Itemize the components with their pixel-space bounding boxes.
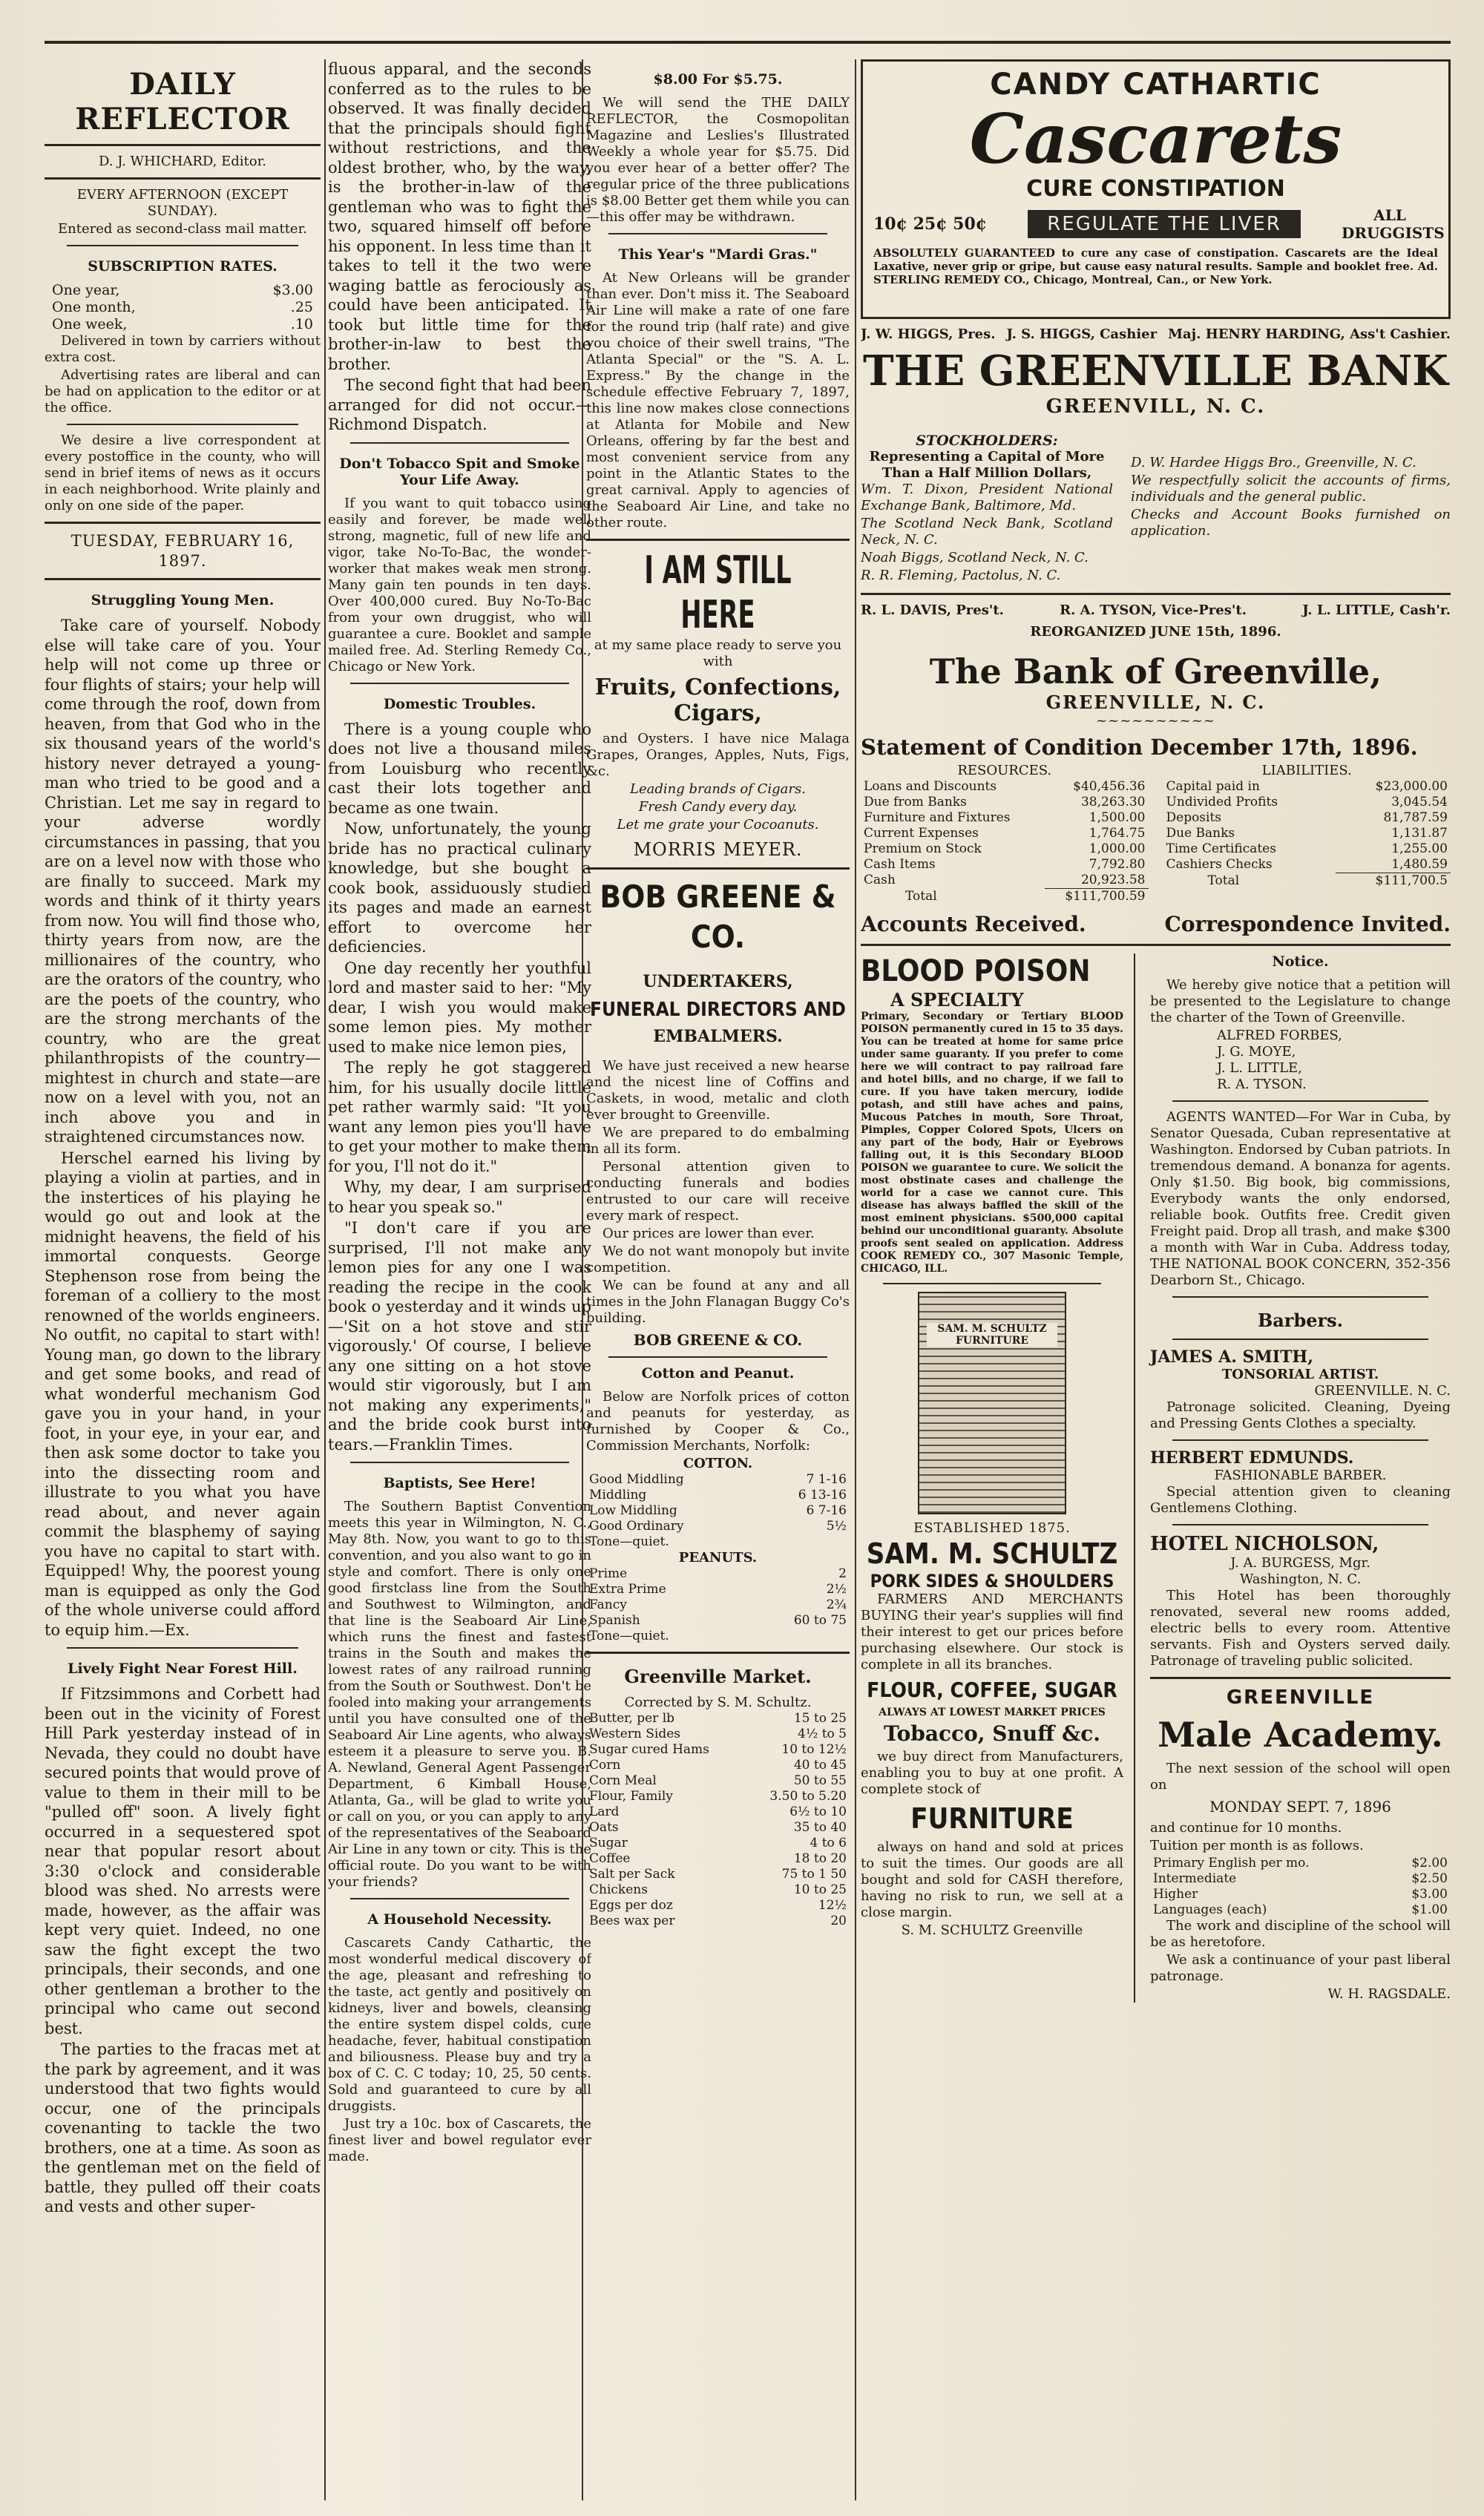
stock-sub: Representing a Capital of More Than a Half Million Dollars, [869, 449, 1105, 481]
divider [586, 539, 850, 541]
divider [1172, 1296, 1428, 1298]
table-row: Cash 20,923.58 [864, 873, 1146, 888]
table-row: Cashiers Checks 1,480.59 [1166, 857, 1448, 873]
divider [586, 867, 850, 870]
divider [350, 442, 569, 444]
ad-text: REGULATE THE LIVER [1028, 210, 1301, 238]
table-row: Oats 35 to 40 [589, 1820, 847, 1835]
divider [67, 245, 298, 246]
liabilities-table [1163, 779, 1451, 889]
divider [586, 1652, 850, 1654]
column-rule [855, 59, 856, 2500]
divider [1172, 1524, 1428, 1525]
article-paragraph: If Fitzsimmons and Corbett had been out in the vicinity of Forest Hill Park yesterday instead of in Nevada, they could no doubt have secured points that would prove of value to them in their mill to be "pulled off" soon. A lively fight occurred in a sequestered spot near that popular resort about 3:30 o'clock and considerable blood was shed. No arrests were made, however, as the affair was kept very quiet. Indeed, no one saw the fight except the two principals, their seconds, and one other gentleman a brother to the principal who came out second best. [45, 1685, 321, 2037]
table-row: Coffee 18 to 20 [589, 1851, 847, 1866]
bank-city: GREENVILLE, N. C. [1045, 692, 1266, 713]
article-paragraph: "I don't care if you are surprised, I'll not make any lemon pies for any one I was reading the recipe in the cook book o yesterday and it winds up—'Sit on a hot stove and stir vigorously.' Of course, I believe any one sitting on a hot stove would stir vigorously, but I am not making any experiments," and the bride cook burst into tears.—Franklin Times. [328, 1219, 591, 1454]
divider [883, 1283, 1101, 1284]
table-row: Premium on Stock 1,000.00 [864, 841, 1146, 856]
ad-text: always on hand and sold at prices to suit the times. Our goods are all bought and sold for CASH therefore, having no risk to run, we sell at a close margin. [861, 1839, 1123, 1920]
stock-item: Wm. T. Dixon, President National Exchange Bank, Baltimore, Md. [861, 482, 1113, 513]
rate-row: One month, .25 [52, 299, 313, 315]
bank-of-greenville-ad [861, 602, 1451, 936]
top-rule [45, 41, 1451, 44]
bank-footer: Accounts Received. Correspondence Invited. [861, 912, 1451, 936]
table-row: Languages (each) $1.00 [1153, 1902, 1448, 1917]
table-row: Good Middling 7 1-16 [589, 1472, 847, 1487]
stock-item: D. W. Hardee Higgs Bro., Greenville, N. C. [1131, 455, 1416, 470]
bank-stock-left [861, 433, 1113, 585]
ad-text: ALWAYS AT LOWEST MARKET PRICES [879, 1707, 1106, 1718]
notice-names: ALFRED FORBES, J. G. MOYE, J. L. LITTLE, R. A. TYSON. [1217, 1028, 1342, 1092]
bank-name: THE GREENVILLE BANK [863, 346, 1448, 395]
editor-line: D. J. WHICHARD, Editor. [99, 154, 266, 169]
bank-stock [861, 433, 1451, 585]
ad-headline: BLOOD POISON [861, 954, 1091, 988]
resources [861, 763, 1149, 904]
table-row: Western Sides 4½ to 5 [589, 1727, 847, 1741]
article-paragraph: Herschel earned his living by playing a violin at parties, and in the instertices of his playing he would go out and look at the midnight heavens, the field of his immortal conquests. George Stephenson rose from being the foreman of a colliery to the most renowned of the worlds engineers. No outfit, no capital to start with! Young man, go down to the library and get some books, and read of what wonderful mechanism God gave you in your hand, in your foot, in your eye, in your ear, and then ask some doctor to take you into the dissecting room and illustrate to you what you have read about, and never again commit the blasphemy of saying you have no capital to start with. Equipped! Why, the poorest young man is equipped as only the God of the whole universe could afford to equip him.—Ex. [45, 1149, 321, 1639]
divider [67, 1647, 298, 1649]
table-row: Extra Prime 2½ [589, 1582, 847, 1597]
article-title: Cotton and Peanut. [641, 1365, 795, 1382]
academy-name: Male Academy. [1158, 1715, 1443, 1755]
divider [1150, 1677, 1451, 1679]
resources-table [861, 779, 1149, 904]
academy-signature: W. H. RAGSDALE. [1327, 1986, 1451, 2002]
subscription-title: SUBSCRIPTION RATES. [88, 258, 278, 275]
article-paragraph: Just try a 10c. box of Cascarets, the finest liver and bowel regulator ever made. [328, 2116, 591, 2164]
article-paragraph: Take care of yourself. Nobody else will take care of you. Your help will not come up three or four flights of stairs; your help will come through the roof, down from heaven, from that God who in the six thousand years of the world's history never detrayed a young-man who tried to be good and a Christian. Let me say in regard to your adverse wordly circumstances in passing, that you are on a level now with those who are finally to succeed. Mark my words and think of it thirty years from now. You will find those who, thirty years from now, are the millionaires of the country, who are the orators of the country, who are the poets of the country, who are the strong merchants of the country, who are the great philanthropists of the country—mightest in church and state—are now on a level with you, not an inch above you and in straightened circumstances now. [45, 617, 321, 1146]
hotel-manager: J. A. BURGESS, Mgr. [1230, 1555, 1370, 1571]
divider [45, 177, 321, 180]
ad-subhead: PORK SIDES & SHOULDERS [870, 1571, 1114, 1592]
table-row: Loans and Discounts $40,456.36 [864, 779, 1146, 794]
notice-title: Notice. [1272, 953, 1329, 970]
article-title: Don't Tobacco Spit and Smoke Your Life Away. [339, 455, 580, 488]
barber-name: JAMES A. SMITH, [1150, 1347, 1313, 1367]
store-illustration [918, 1292, 1066, 1514]
ad-subhead: FLOUR, COFFEE, SUGAR [867, 1678, 1117, 1702]
table-row: Chickens 10 to 25 [589, 1882, 847, 1897]
divider [350, 683, 569, 684]
article-paragraph: Why, my dear, I am surprised to hear you speak so." [328, 1178, 591, 1216]
article-paragraph: fluous apparal, and the seconds conferred as to the rules to be observed. It was finally decided that the principals should fight without restrictions, and the oldest brother, who, by the way, is the brother-in-law of the gentleman who was to fight the two, squared himself off before his opponent. In less time than it takes to tell it the two were waging battle as ferociously as could have been anticipated. It took but little time for the brother-in-law to best the brother. [328, 60, 591, 373]
table-row: Bees wax per 20 [589, 1914, 847, 1928]
masthead: DAILY REFLECTOR [75, 67, 290, 137]
peanuts-table [586, 1566, 850, 1644]
ad-signature: S. M. SCHULTZ Greenville [901, 1922, 1083, 1938]
advertising-text: Advertising rates are liberal and can be had on application to the editor or at the office. [45, 367, 321, 415]
divider [350, 1462, 569, 1463]
table-row: Sugar cured Hams 10 to 12½ [589, 1742, 847, 1757]
column-1 [45, 59, 321, 2500]
ad-text: at my same place ready to serve you with [594, 637, 842, 669]
delivered-text: Delivered in town by carriers without extra cost. [45, 333, 321, 365]
ad-text: we buy direct from Manufacturers, enabling you to buy at one profit. A complete stock of [861, 1749, 1123, 1797]
divider [45, 522, 321, 524]
column-3 [586, 59, 850, 2500]
barber-text: Patronage solicited. Cleaning, Dyeing and Pressing Gents Clothes a specialty. [1150, 1399, 1451, 1431]
ad-subhead: EMBALMERS. [653, 1027, 783, 1046]
barber-title: TONSORIAL ARTIST. [1221, 1367, 1379, 1382]
academy-text: We ask a continuance of your past liberal patronage. [1150, 1952, 1451, 1984]
table-row: Tone—quiet. [589, 1629, 669, 1643]
article-title: Lively Fight Near Forest Hill. [68, 1661, 298, 1677]
agents-ad: AGENTS WANTED—For War in Cuba, by Senator Quesada, Cuban representative at Washington. Endorsed by Cuban patriots. In tremendous demand. A bonanza for agents. Only $1.50. Big book, big commissions, Everybody wants the only endorsed, reliable book. Outfits free. Credit given Freight paid. Drop all trash, and make $300 a month with War in Cuba. Address today, THE NATIONAL BOOK CONCERN, 352-356 Dearborn St., Chicago. [1150, 1109, 1451, 1288]
table-row: Higher $3.00 [1153, 1887, 1448, 1902]
bank-ledger [861, 763, 1451, 904]
ad-text: Personal attention given to conducting funerals and bodies entrusted to our care will receive every mark of respect. [586, 1159, 850, 1223]
table-row: Spanish 60 to 75 [589, 1613, 847, 1628]
table-row: Lard 6½ to 10 [589, 1804, 847, 1819]
bank-statement: Statement of Condition December 17th, 1896. [861, 735, 1418, 760]
ads-lower [861, 953, 1451, 2003]
table-heading: COTTON. [683, 1456, 753, 1471]
divider [45, 578, 321, 580]
table-row: Time Certificates 1,255.00 [1166, 841, 1448, 856]
article-paragraph: Below are Norfolk prices of cotton and peanuts for yesterday, as furnished by Cooper & Co., Commission Merchants, Norfolk: [586, 1389, 850, 1454]
ad-subhead: Tobacco, Snuff &c. [883, 1721, 1101, 1746]
table-row: Intermediate $2.50 [1153, 1871, 1448, 1886]
barber-smith [1150, 1347, 1451, 1432]
stock-item: R. R. Fleming, Pactolus, N. C. [861, 568, 1061, 583]
table-heading: PEANUTS. [678, 1550, 758, 1566]
table-row: Due Banks 1,131.87 [1166, 826, 1448, 841]
ad-headline: CANDY CATHARTIC [990, 68, 1322, 102]
ledger-head: RESOURCES. [957, 763, 1052, 778]
academy-text: The next session of the school will open on [1150, 1761, 1451, 1793]
article-paragraph: We will send the THE DAILY REFLECTOR, the Cosmopolitan Magazine and Leslies's Illustrated Weekly a whole year for $5.75. Did you ever hear of a better offer? The regular price of the three publications is $8.00 Better get them while you can—this offer may be withdrawn. [586, 95, 850, 225]
cascarets-band [873, 206, 1445, 242]
rates-list [45, 282, 321, 333]
table-row: Low Middling 6 7-16 [589, 1503, 847, 1518]
bank-reorganized: REORGANIZED JUNE 15th, 1896. [1030, 624, 1281, 640]
divider [1172, 1439, 1428, 1441]
liabilities [1163, 763, 1451, 904]
barber-title: FASHIONABLE BARBER. [1214, 1468, 1387, 1483]
ad-signature: BOB GREENE & CO. [633, 1331, 803, 1349]
divider [608, 1356, 827, 1358]
table-row: Middling 6 13-16 [589, 1488, 847, 1502]
table-row: Flour, Family 3.50 to 5.20 [589, 1789, 847, 1804]
stock-item: Noah Biggs, Scotland Neck, N. C. [861, 550, 1089, 565]
divider [1172, 1339, 1428, 1340]
divider [45, 144, 321, 146]
article-title: Struggling Young Men. [91, 592, 275, 608]
barber-edmunds [1150, 1448, 1451, 1517]
ornament: ~~~~~~~~~~ [1096, 713, 1215, 729]
entered-line: Entered as second-class mail matter. [58, 221, 307, 237]
barber-city: GREENVILLE. N. C. [1314, 1383, 1451, 1399]
bank-name: The Bank of Greenville, [929, 651, 1382, 692]
ad-subhead: FURNITURE [910, 1802, 1074, 1835]
ad-text: We are prepared to do embalming in all its form. [586, 1125, 850, 1157]
table-row: Undivided Profits 3,045.54 [1166, 795, 1448, 809]
table-row: Corn 40 to 45 [589, 1758, 847, 1773]
academy-text: and continue for 10 months. [1150, 1820, 1342, 1836]
table-row: Tone—quiet. [589, 1534, 669, 1549]
table-row: Good Ordinary 5½ [589, 1519, 847, 1534]
ads-lower-right [1150, 953, 1451, 2003]
table-row: Current Expenses 1,764.75 [864, 826, 1146, 841]
correspondent-text: We desire a live correspondent at every postoffice in the county, who will send in brief items of news as it occurs in each neighborhood. Write plainly and only on one side of the paper. [45, 433, 321, 513]
store-sign: SAM. M. SCHULTZ FURNITURE [927, 1323, 1057, 1347]
divider [861, 593, 1451, 595]
stock-title: STOCKHOLDERS: [916, 433, 1058, 449]
article-title: This Year's "Mardi Gras." [618, 246, 818, 263]
issue-date: TUESDAY, FEBRUARY 16, 1897. [70, 532, 295, 570]
article-title: Baptists, See Here! [383, 1475, 536, 1491]
rate-row: One year, $3.00 [52, 282, 313, 298]
table-row: Capital paid in $23,000.00 [1166, 779, 1448, 794]
bank-officers: R. L. DAVIS, Pres't. R. A. TYSON, Vice-Pres't. J. L. LITTLE, Cash'r. [861, 602, 1451, 618]
ad-headline: BOB GREENE & CO. [600, 878, 836, 955]
ad-text: Primary, Secondary or Tertiary BLOOD POISON permanently cured in 15 to 35 days. You can be treated at home for same price under same guaranty. If you prefer to come here we will contract to pay railroad fare and hotel bills, and no charge, if we fail to cure. If you have taken mercury, iodide potash, and still have aches and pains, Mucous Patches in mouth, Sore Throat, Pimples, Copper Colored Spots, Ulcers on any part of the body, Hair or Eyebrows falling out, it is this Secondary BLOOD POISON we guarantee to cure. We solicit the most obstinate cases and challenge the world for a case we cannot cure. This disease has always baffled the skill of the most eminent physicians. $500,000 capital behind our unconditional guaranty. Absolute proofs sent sealed on application. Address COOK REMEDY CO., 307 Masonic Temple, CHICAGO, ILL. [861, 1011, 1123, 1275]
blood-poison-ad [861, 953, 1123, 1275]
table-row: Sugar 4 to 6 [589, 1836, 847, 1850]
tuition-table [1150, 1856, 1451, 1918]
table-row: Cash Items 7,792.80 [864, 857, 1146, 872]
bank-stock-right [1131, 433, 1451, 585]
article-paragraph: Cascarets Candy Cathartic, the most wonderful medical discovery of the age, pleasant and refreshing to the taste, act gently and positively on kidneys, liver and bowels, cleansing the entire system dispel colds, cure headache, fever, habitual constipation and biliousness. Please buy and try a box of C. C. C today; 10, 25, 50 cents. Sold and guaranteed to cure by all druggists. [328, 1935, 591, 2114]
divider [861, 944, 1451, 946]
ad-subhead: FUNERAL DIRECTORS AND [590, 999, 846, 1021]
table-row: Total $111,700.5 [1163, 873, 1451, 890]
article-paragraph: The reply he got staggered him, for his usually docile little pet rather warmly said: "It you want any lemon pies you'll have to get your mother to make them for you, I'll not do it." [328, 1059, 591, 1175]
article-paragraph: Now, unfortunately, the young bride has no practical culinary knowledge, but she bought a cook book, assiduously studied its pages and made an earnest effort to overcome her deficiencies. [328, 820, 591, 956]
hotel-ad [1150, 1533, 1451, 1669]
divider [350, 1898, 569, 1899]
table-row: Primary English per mo. $2.00 [1153, 1856, 1448, 1870]
ad-text: We have just received a new hearse and the nicest line of Coffins and Caskets, in wood, metalic and cloth ever brought to Greenville. [586, 1058, 850, 1123]
table-row: Due from Banks 38,263.30 [864, 795, 1146, 809]
article-paragraph: There is a young couple who does not live a thousand miles from Louisburg who recently cast their lots together and became as one twain. [328, 720, 591, 817]
market-table [586, 1711, 850, 1929]
ads-lower-left [861, 953, 1135, 2003]
ad-text: ABSOLUTELY GUARANTEED to cure any case of constipation. Cascarets are the Ideal Laxative, never grip or gripe, but cause easy natural results. Sample and booklet free. Ad. STERLING REMEDY CO., Chicago, Montreal, Can., or New York. [873, 246, 1438, 286]
divider [67, 424, 298, 425]
ledger-head: LIABILITIES. [1261, 763, 1352, 778]
stock-item: The Scotland Neck Bank, Scotland Neck, N. C. [861, 516, 1113, 548]
table-row: Deposits 81,787.59 [1166, 810, 1448, 825]
ad-text: and Oysters. I have nice Malaga Grapes, Oranges, Apples, Nuts, Figs, &c. [586, 731, 850, 779]
stock-item: We respectfully solicit the accounts of firms, individuals and the general public. [1131, 473, 1451, 505]
column-rule [324, 59, 326, 2500]
barber-name: HERBERT EDMUNDS. [1150, 1448, 1354, 1468]
rate-row: One week, .10 [52, 316, 313, 332]
table-row: Fancy 2¾ [589, 1597, 847, 1612]
table-row: Total $111,700.59 [861, 889, 1149, 905]
ad-text: Leading brands of Cigars. [630, 781, 806, 797]
table-row: Corn Meal 50 to 55 [589, 1773, 847, 1788]
article-paragraph: The second fight that had been arranged for did not occur.—Richmond Dispatch. [328, 376, 591, 433]
academy-text: Tuition per month is as follows. [1150, 1838, 1364, 1853]
table-row: Prime 2 [589, 1566, 847, 1581]
market-subtitle: Corrected by S. M. Schultz. [624, 1695, 812, 1710]
ad-text: 10¢ 25¢ 50¢ [873, 214, 988, 234]
article-paragraph: If you want to quit tobacco using easily and forever, be made well strong, magnetic, full of new life and vigor, take No-To-Bac, the wonder-worker that makes weak men strong. Many gain ten pounds in ten days. Over 400,000 cured. Buy No-To-Bac from your own druggist, who will guarantee a cure. Booklet and sample mailed free. Ad. Sterling Remedy Co., Chicago or New York. [328, 495, 591, 674]
ad-text: FARMERS AND MERCHANTS BUYING their year's supplies will find their interest to get our prices before purchasing elsewhere. Our stock is complete in all its branches. [861, 1592, 1123, 1672]
stock-item: Checks and Account Books furnished on application. [1131, 507, 1451, 539]
article-title: Domestic Troubles. [383, 695, 536, 712]
divider [608, 233, 827, 234]
article-paragraph: One day recently her youthful lord and master said to her: "My dear, I wish you would make some lemon pies. My mother used to make nice lemon pies, [328, 959, 591, 1056]
ad-text: ALL DRUGGISTS [1342, 206, 1445, 242]
article-title: A Household Necessity. [367, 1911, 552, 1928]
ad-headline: I AM STILL HERE [644, 548, 792, 637]
hotel-city: Washington, N. C. [1239, 1571, 1362, 1587]
article-paragraph: The Southern Baptist Convention meets this year in Wilmington, N. C., May 8th. Now, you want to go to this convention, and you also want to go in style and comfort. There is only one good firstclass line from the South and Southwest to Wilmington, and that line is the Seaboard Air Line, which runs the finest and fastest trains in the South and makes the lowest rates of any railroad running from the South or Southwest. Don't be fooled into making your arrangements until you have consulted one of the Seaboard Air Line agents, who always esteem it a pleasure to serve you. B. A. Newland, General Agent Passenger Department, 6 Kimball House, Atlanta, Ga., will be glad to write you or call on you, or you can apply to any of the representatives of the Seaboard Air Line in any town or city. This is the official route. Do you want to be with your friends? [328, 1499, 591, 1890]
bank-officers: J. W. HIGGS, Pres. J. S. HIGGS, Cashier Maj. HENRY HARDING, Ass't Cashier. [861, 326, 1451, 342]
table-row: Salt per Sack 75 to 1 50 [589, 1867, 847, 1882]
cascarets-ad [861, 59, 1451, 319]
notice-body: We hereby give notice that a petition will be presented to the Legislature to change the charter of the Town of Greenville. [1150, 977, 1451, 1025]
ad-text: Let me grate your Cocoanuts. [617, 817, 819, 832]
academy-date: MONDAY SEPT. 7, 1896 [1209, 1798, 1391, 1816]
market-title: Greenville Market. [624, 1666, 812, 1687]
bank-city: GREENVILL, N. C. [1045, 395, 1266, 418]
meyer-ad [586, 548, 850, 860]
hotel-name: HOTEL NICHOLSON, [1150, 1533, 1379, 1555]
ad-signature: MORRIS MEYER. [633, 839, 803, 860]
column-4 [861, 59, 1451, 2500]
table-row: Eggs per doz 12½ [589, 1898, 847, 1913]
ad-subhead: Fruits, Confections, Cigars, [594, 674, 841, 726]
ad-headline: SAM. M. SCHULTZ [866, 1537, 1118, 1570]
greene-ad [586, 877, 850, 1349]
ad-subhead: CURE CONSTIPATION [1026, 176, 1285, 202]
ad-text: Our prices are lower than ever. [603, 1226, 815, 1241]
cascarets-logo: Cascarets [969, 99, 1342, 179]
column-2 [328, 59, 591, 2500]
article-paragraph: The parties to the fracas met at the park by agreement, and it was understood that two fights would occur, one of the principals covenanting to tackle the two brothers, one at a time. As soon as the gentleman met on the field of battle, they pulled off their coats and vests and other super- [45, 2040, 321, 2216]
greenville-bank-ad [861, 326, 1451, 585]
article-paragraph: At New Orleans will be grander than ever. Don't miss it. The Seaboard Air Line will make a rate of one fare for the round trip (half rate) and give you choice of their swell trains, "The Atlanta Special" or the "S. A. L. Express." By the change in the schedule effective February 7, 1897, this line now makes close connections at Atlanta for Mobile and New Orleans, offering by far the best and most convenient service from any point in the Atlantic States to the great carnival. Apply to agencies of the Seaboard Air Line, and take no other route. [586, 270, 850, 531]
ad-subhead: UNDERTAKERS, [643, 972, 793, 991]
ad-subhead: A SPECIALTY [890, 989, 1024, 1011]
academy-text: The work and discipline of the school will be as heretofore. [1150, 1918, 1451, 1950]
ad-text: Fresh Candy every day. [638, 799, 798, 815]
ad-text: We can be found at any and all times in the John Flanagan Buggy Co's building. [586, 1278, 850, 1326]
academy-top: GREENVILLE [1226, 1686, 1375, 1709]
article-title: $8.00 For $5.75. [653, 71, 783, 88]
table-row: Furniture and Fixtures 1,500.00 [864, 810, 1146, 825]
table-row: Butter, per lb 15 to 25 [589, 1711, 847, 1726]
barbers-title: Barbers. [1257, 1310, 1344, 1331]
hotel-text: This Hotel has been thoroughly renovated, several new rooms added, electric bells to every room. Attentive servants. Fish and Oysters served daily. Patronage of traveling public solicited. [1150, 1588, 1451, 1669]
barber-text: Special attention given to cleaning Gentlemens Clothing. [1150, 1484, 1451, 1516]
cotton-table [586, 1472, 850, 1550]
established: ESTABLISHED 1875. [913, 1520, 1071, 1536]
divider [1172, 1100, 1428, 1102]
issue-line: EVERY AFTERNOON (EXCEPT SUNDAY). [76, 187, 289, 219]
ad-text: We do not want monopoly but invite competition. [586, 1244, 850, 1275]
academy-ad [1150, 1686, 1451, 2003]
